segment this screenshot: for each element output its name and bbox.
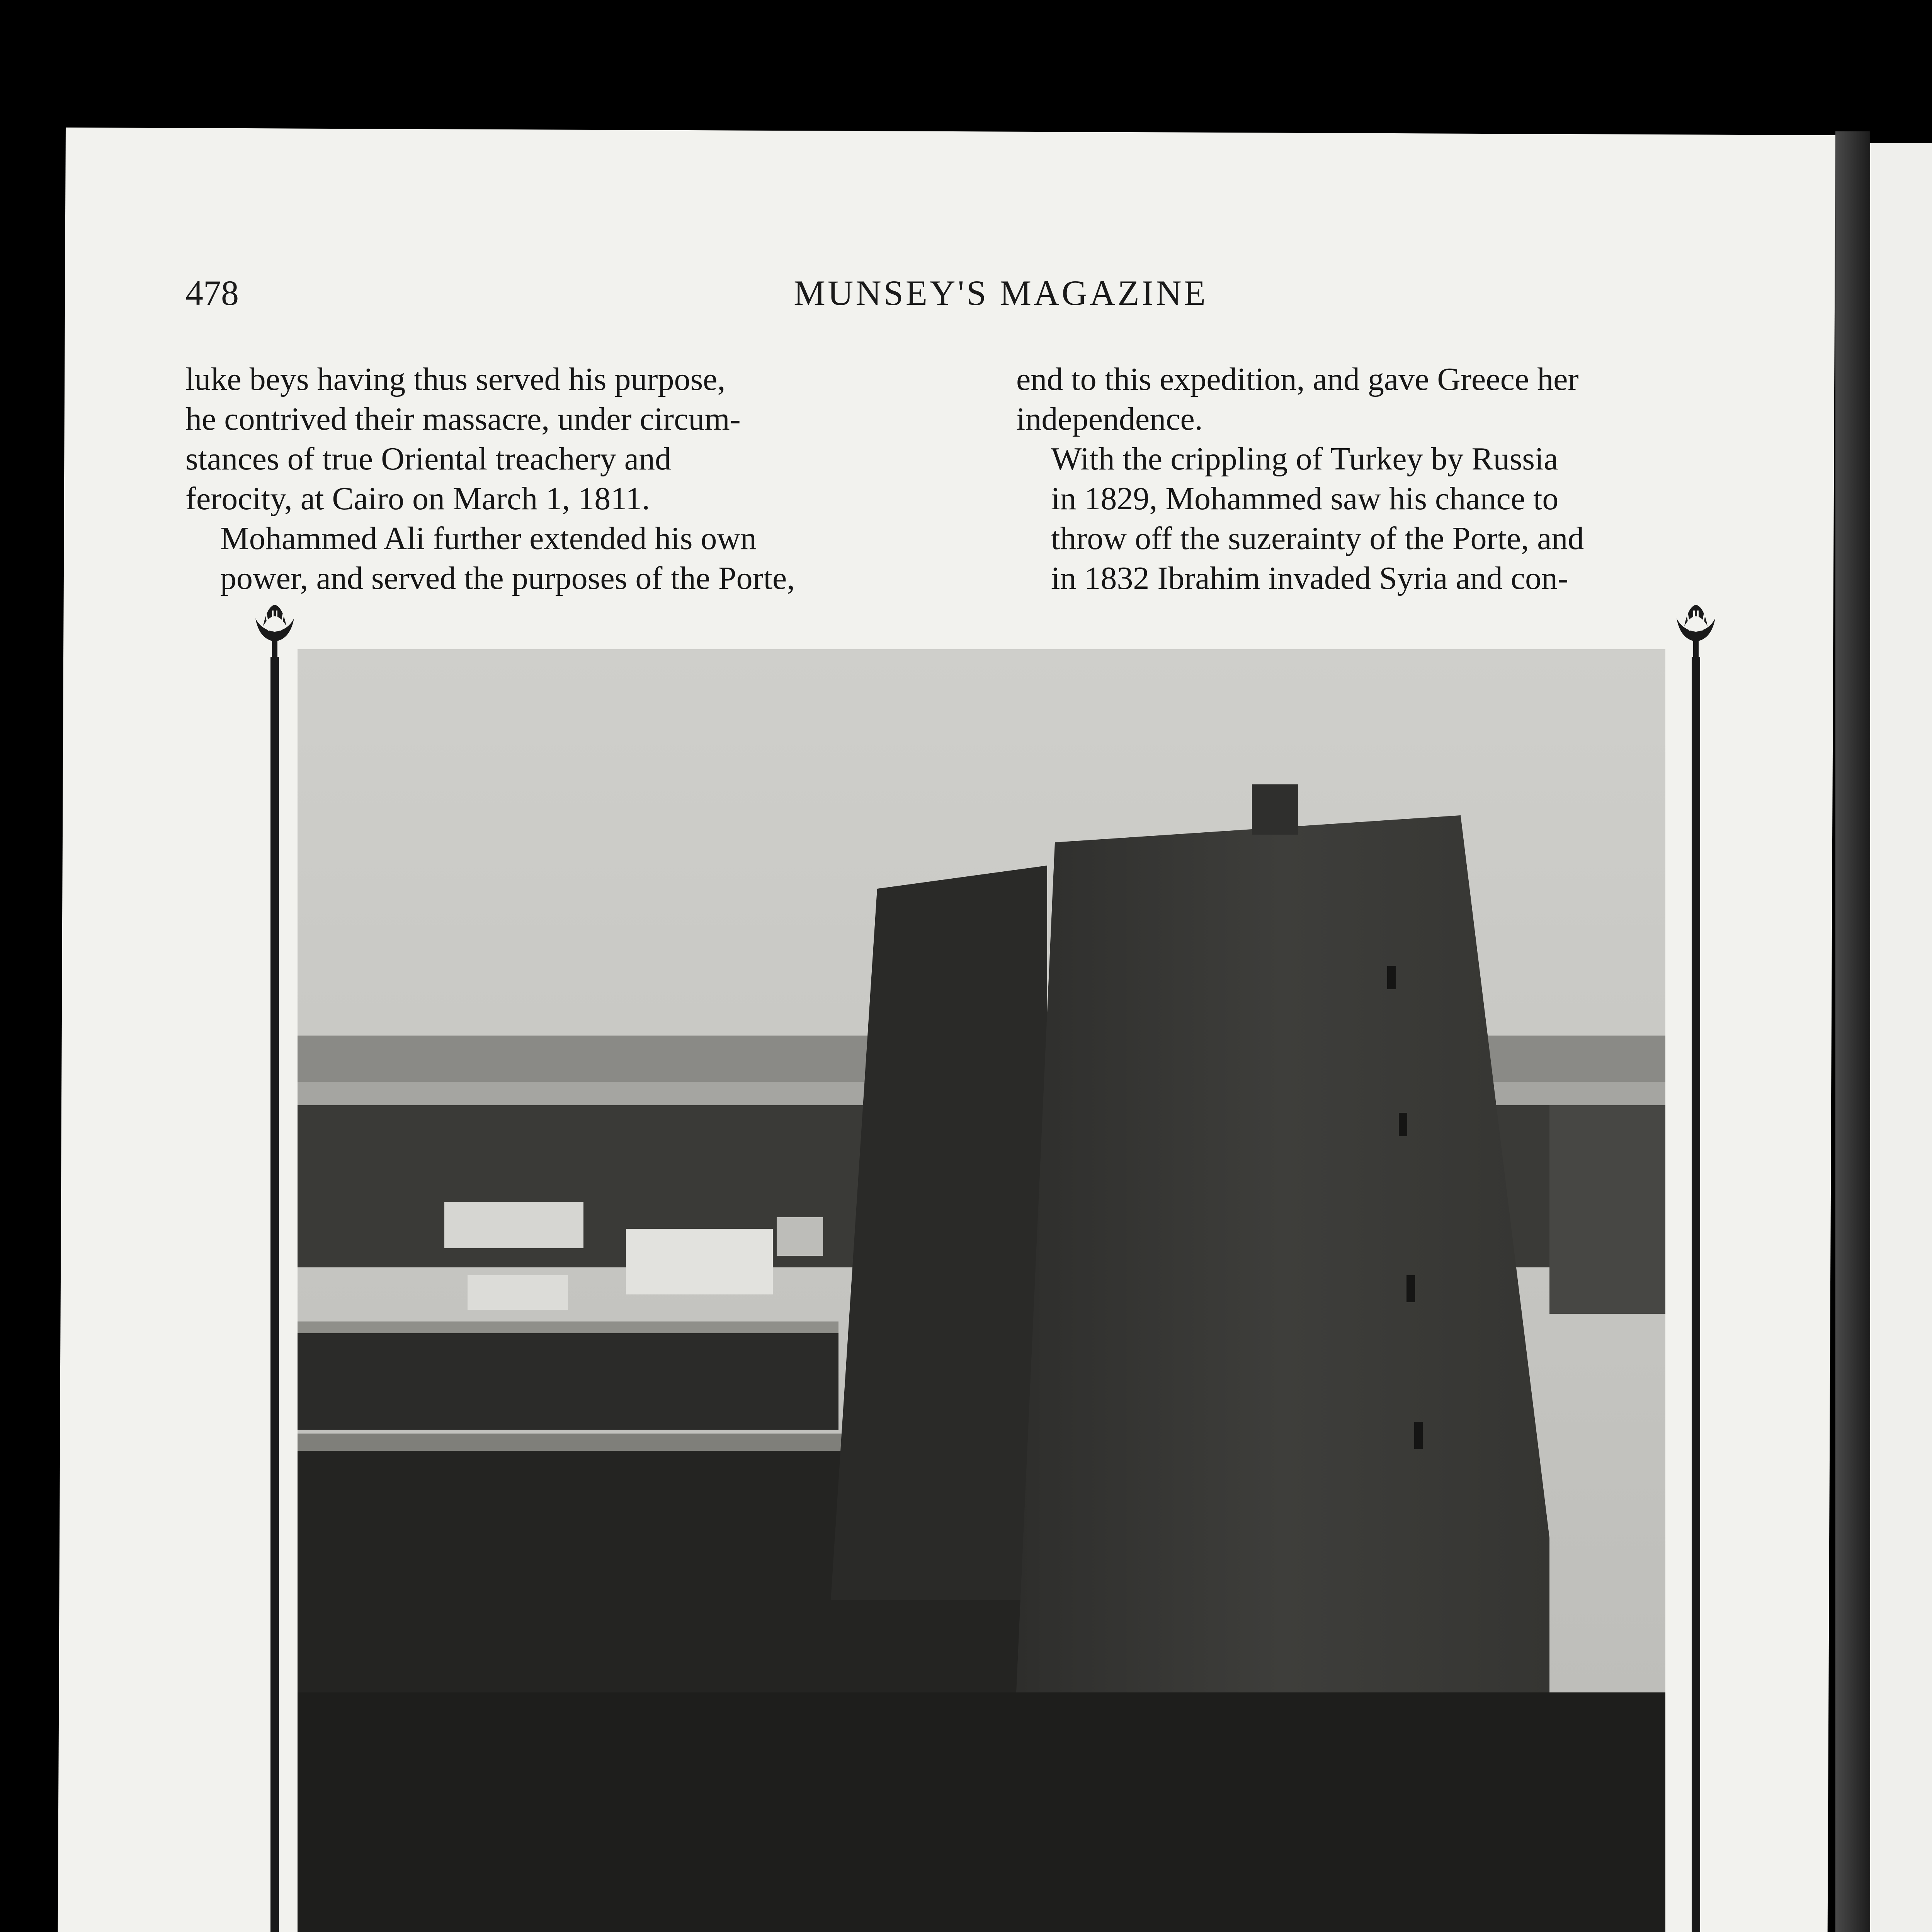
text-line: in 1832 Ibrahim invaded Syria and con-	[1051, 560, 1568, 596]
text-line: With the crippling of Turkey by Russia	[1051, 441, 1558, 477]
paragraph	[185, 519, 900, 598]
frame-rule-left	[270, 657, 279, 1932]
page-number: 478	[185, 273, 239, 313]
text-line: ferocity, at Cairo on March 1, 1811.	[185, 481, 650, 517]
adjacent-page-edge	[1870, 143, 1932, 1932]
text-line: end to this expedition, and gave Greece her	[1016, 361, 1579, 397]
text-line: throw off the suzerainty of the Porte, and	[1051, 520, 1584, 556]
paragraph	[185, 359, 900, 519]
text-line: power, and served the purposes of the Porte,	[220, 560, 795, 596]
lotus-ornament-icon	[1673, 603, 1719, 661]
text-line: Mohammed Ali further extended his own	[220, 520, 757, 556]
column-top-right	[1016, 359, 1731, 598]
text-line: independence.	[1016, 401, 1203, 437]
temple-pylon-image	[298, 649, 1665, 1932]
paragraph	[1016, 439, 1731, 598]
text-line: he contrived their massacre, under circum-	[185, 401, 741, 437]
frame-rule-right	[1692, 657, 1700, 1932]
text-line: stances of true Oriental treachery and	[185, 441, 672, 477]
paragraph	[1016, 359, 1731, 439]
text-line: in 1829, Mohammed saw his chance to	[1051, 481, 1559, 517]
lotus-ornament-icon	[252, 603, 298, 661]
text-line: luke beys having thus served his purpose,	[185, 361, 726, 397]
binding-gutter	[1835, 131, 1870, 1932]
magazine-title: MUNSEY'S MAGAZINE	[794, 273, 1208, 313]
temple-photograph	[298, 649, 1665, 1932]
column-top-left	[185, 359, 900, 598]
running-head	[185, 272, 1816, 315]
